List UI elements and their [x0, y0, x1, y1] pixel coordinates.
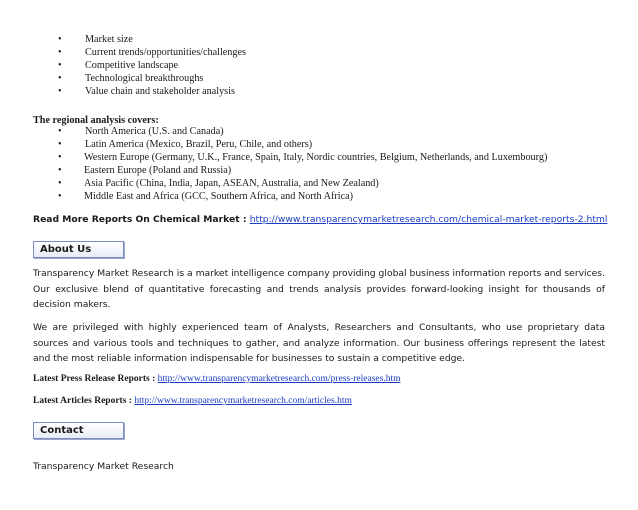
list-item: [58, 151, 547, 164]
list-item-text: Latin America (Mexico, Brazil, Peru, Chile, and others): [85, 139, 313, 150]
about-paragraph-2: We are privileged with highly experienced team of Analysts, Researchers and Consultants, who use proprietary data sources and various tools and techniques to gather, and analyze information. Our business offerings represent the latest and the most reliable information indispensable for businesses to sustain a competitive edge.: [33, 322, 605, 364]
read-more-label: Read More Reports On Chemical Market :: [33, 214, 250, 225]
list-item: [58, 85, 246, 98]
list-item-text: Current trends/opportunities/challenges: [85, 47, 246, 58]
chemical-reports-link[interactable]: http://www.transparencymarketresearch.com/chemical-market-reports-2.html: [249, 214, 608, 225]
bullet-icon: •: [58, 47, 62, 58]
list-item-text: Eastern Europe (Poland and Russia): [84, 165, 232, 176]
list-item: [58, 190, 547, 203]
list-item: [58, 177, 547, 190]
bullet-icon: •: [58, 73, 62, 84]
articles-line: [33, 396, 352, 406]
bullet-icon: •: [58, 86, 62, 97]
bullet-icon: •: [58, 60, 62, 71]
bullet-icon: •: [58, 126, 62, 137]
list-item: [58, 33, 246, 46]
press-release-link[interactable]: http://www.transparencymarketresearch.com/press-releases.htm: [157, 374, 401, 384]
bullet-icon: •: [58, 178, 62, 189]
bullet-icon: •: [58, 34, 62, 45]
list-item-text: Asia Pacific (China, India, Japan, ASEAN, Australia, and New Zealand): [84, 178, 379, 189]
bullet-icon: •: [58, 191, 62, 202]
list-item: [58, 59, 246, 72]
list-item-text: Middle East and Africa (GCC, Southern Africa, and North Africa): [84, 191, 354, 202]
contact-button[interactable]: Contact: [33, 422, 124, 439]
list-item-text: Value chain and stakeholder analysis: [85, 86, 235, 97]
bullet-icon: •: [58, 139, 62, 150]
list-item-text: North America (U.S. and Canada): [85, 126, 224, 137]
list-item: [58, 46, 246, 59]
list-item-text: Technological breakthroughs: [85, 73, 204, 84]
list-item: [58, 72, 246, 85]
bullet-icon: •: [58, 165, 62, 176]
press-release-line: [33, 374, 400, 384]
list-item-text: Western Europe (Germany, U.K., France, Spain, Italy, Nordic countries, Belgium, Netherlands, and Luxembourg): [84, 152, 548, 163]
articles-link[interactable]: http://www.transparencymarketresearch.com/articles.htm: [134, 396, 352, 406]
list-item-text: Market size: [85, 34, 133, 45]
bullet-icon: •: [58, 152, 62, 163]
regional-analysis-heading: The regional analysis covers:: [33, 115, 159, 126]
read-more-line: [33, 214, 607, 225]
regional-list: [58, 125, 547, 203]
about-us-button[interactable]: About Us: [33, 241, 124, 258]
press-release-label: Latest Press Release Reports :: [33, 374, 158, 384]
market-coverage-list: [58, 33, 246, 98]
articles-label: Latest Articles Reports :: [33, 396, 135, 406]
list-item: [58, 138, 547, 151]
list-item: [58, 125, 547, 138]
about-paragraph-1: Transparency Market Research is a market intelligence company providing global business information reports and services. Our exclusive blend of quantitative forecasting and trends analysis provides forward-looking insight for thousands of decision makers.: [33, 268, 605, 310]
list-item-text: Competitive landscape: [85, 60, 179, 71]
contact-company-name: Transparency Market Research: [33, 461, 174, 472]
list-item: [58, 164, 547, 177]
